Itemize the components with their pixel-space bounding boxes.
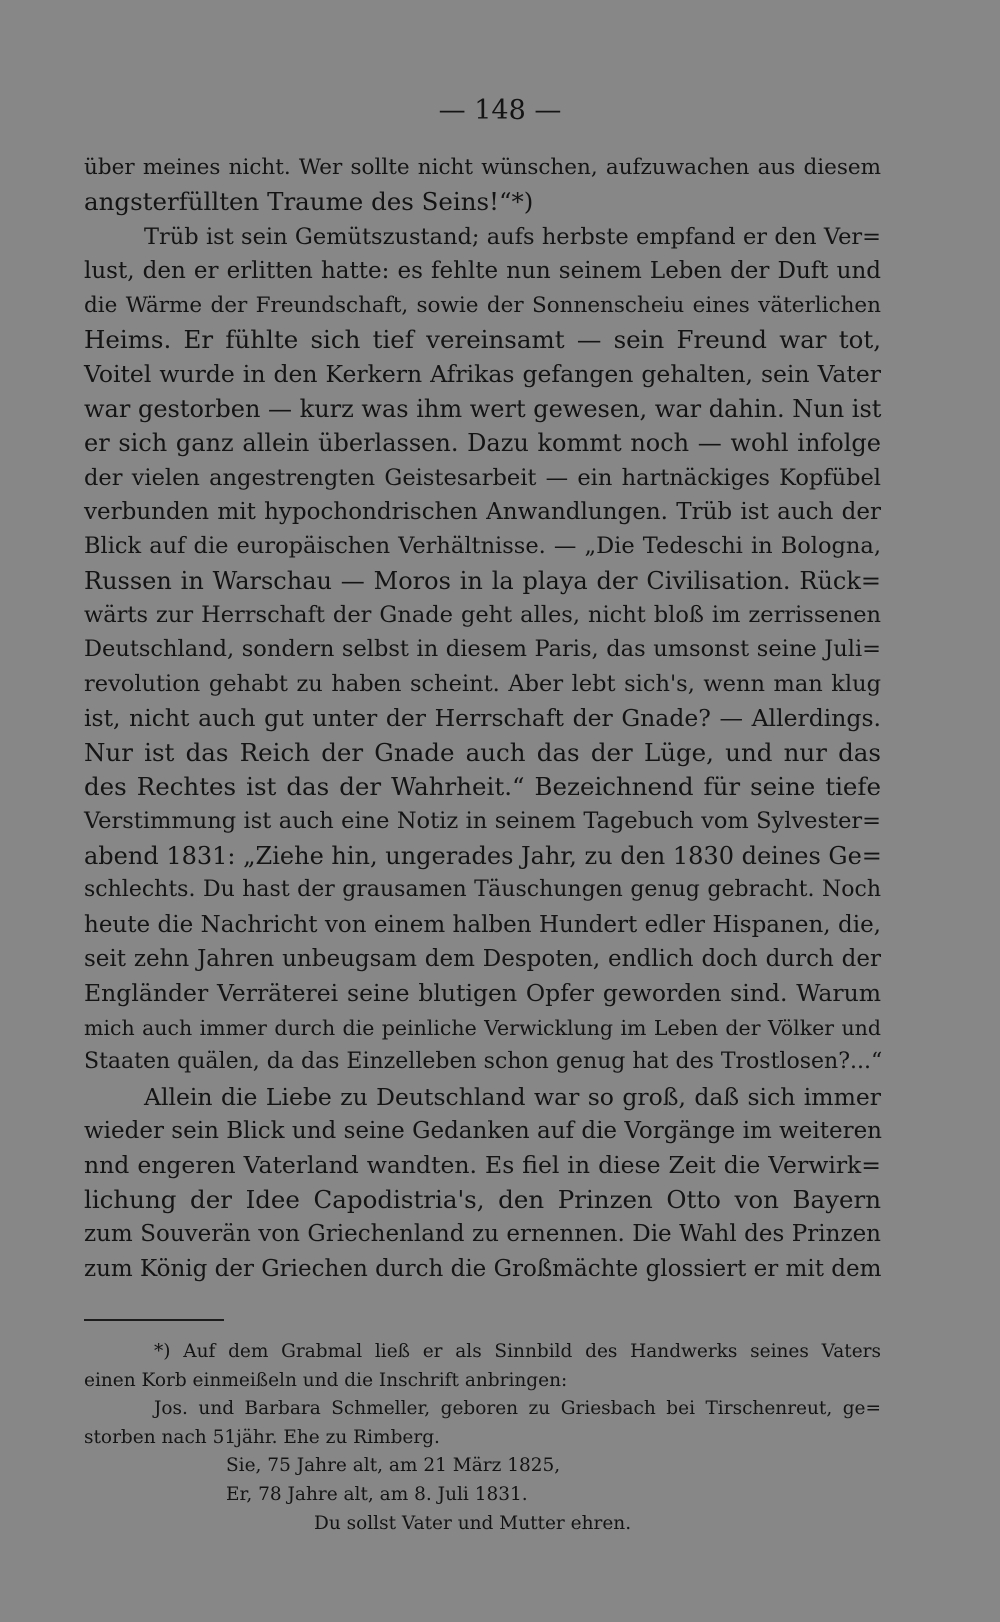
page-number: — 148 — xyxy=(438,95,562,126)
footnote-line: Jos. und Barbara Schmeller, geboren zu Griesbach bei Tirschenreut, ge= xyxy=(154,1398,881,1420)
text-line: revolution gehabt zu haben scheint. Aber lebt sich's, wenn man klug xyxy=(84,670,881,697)
text-line: Nur ist das Reich der Gnade auch das der Lüge, und nur das xyxy=(84,737,881,767)
text-line: Allein die Liebe zu Deutschland war so groß, daß sich immer xyxy=(144,1082,881,1111)
text-line: seit zehn Jahren unbeugsam dem Despoten, endlich doch durch der xyxy=(84,945,881,972)
text-line: Russen in Warschau — Moros in la playa der Civilisation. Rück= xyxy=(84,566,881,595)
text-line: Blick auf die europäischen Verhältnisse. — „Die Tedeschi in Bologna, xyxy=(84,533,881,560)
text-line: angsterfüllten Traume des Seins!“*) xyxy=(84,187,534,217)
text-line: über meines nicht. Wer sollte nicht wünschen, aufzuwachen aus diesem xyxy=(84,155,881,180)
text-line: wärts zur Herrschaft der Gnade geht alles, nicht bloß im zerrissenen xyxy=(84,602,881,629)
text-line: Staaten quälen, da das Einzelleben schon genug hat des Trostlosen?...“ xyxy=(84,1049,883,1075)
text-line: Trüb ist sein Gemütszustand; aufs herbste empfand er den Ver= xyxy=(144,223,881,250)
text-line: heute die Nachricht von einem halben Hundert edler Hispanen, die, xyxy=(84,911,881,938)
main-text xyxy=(84,151,881,1286)
text-line: des Rechtes ist das der Wahrheit.“ Bezeichnend für seine tiefe xyxy=(84,772,881,802)
text-line: lichung der Idee Capodistria's, den Prinzen Otto von Bayern xyxy=(84,1184,881,1214)
text-line: Heims. Er fühlte sich tief vereinsamt — sein Freund war tot, xyxy=(84,324,881,354)
footnote-line: storben nach 51jähr. Ehe zu Rimberg. xyxy=(84,1426,440,1448)
text-line: zum König der Griechen durch die Großmächte glossiert er mit dem xyxy=(84,1255,882,1282)
footnote-line: Du sollst Vater und Mutter ehren. xyxy=(314,1512,632,1534)
text-line: er sich ganz allein überlassen. Dazu kommt noch — wohl infolge xyxy=(84,429,881,458)
text-line: Voitel wurde in den Kerkern Afrikas gefangen gehalten, sein Vater xyxy=(84,360,881,389)
text-line: Deutschland, sondern selbst in diesem Paris, das umsonst seine Juli= xyxy=(84,636,881,663)
text-line: der vielen angestrengten Geistesarbeit — ein hartnäckiges Kopfübel xyxy=(84,464,881,491)
footnote-line: einen Korb einmeißeln und die Inschrift anbringen: xyxy=(84,1369,568,1391)
text-line: mich auch immer durch die peinliche Verwicklung im Leben der Völker und xyxy=(84,1015,881,1040)
text-line: Engländer Verräterei seine blutigen Opfer geworden sind. Warum xyxy=(84,979,881,1008)
text-line: ist, nicht auch gut unter der Herrschaft der Gnade? — Allerdings. xyxy=(84,704,881,733)
footnote-line: Sie, 75 Jahre alt, am 21 März 1825, xyxy=(226,1455,561,1477)
text-line: zum Souverän von Griechenland zu ernennen. Die Wahl des Prinzen xyxy=(84,1221,881,1248)
footnote-line: Er, 78 Jahre alt, am 8. Juli 1831. xyxy=(226,1483,528,1505)
footnote-line: *) Auf dem Grabmal ließ er als Sinnbild des Handwerks seines Vaters xyxy=(154,1341,881,1362)
footnote-rule xyxy=(84,1319,224,1321)
text-line: abend 1831: „Ziehe hin, ungerades Jahr, zu den 1830 deines Ge= xyxy=(84,841,882,870)
text-line: Verstimmung ist auch eine Notiz in seinem Tagebuch vom Sylvester= xyxy=(84,808,881,835)
text-line: wieder sein Blick und seine Gedanken auf die Vorgänge im weiteren xyxy=(84,1117,882,1144)
text-line: verbunden mit hypochondrischen Anwandlungen. Trüb ist auch der xyxy=(84,498,881,525)
footnote xyxy=(84,1338,881,1538)
text-line: nnd engeren Vaterland wandten. Es fiel in diese Zeit die Verwirk= xyxy=(84,1151,881,1180)
text-line: lust, den er erlitten hatte: es fehlte nun seinem Leben der Duft und xyxy=(84,258,881,285)
text-line: war gestorben — kurz was ihm wert gewesen, war dahin. Nun ist xyxy=(84,394,882,423)
text-line: schlechts. Du hast der grausamen Täuschungen genug gebracht. Noch xyxy=(84,877,881,903)
text-line: die Wärme der Freundschaft, sowie der Sonnenscheiu eines väterlichen xyxy=(84,292,881,318)
